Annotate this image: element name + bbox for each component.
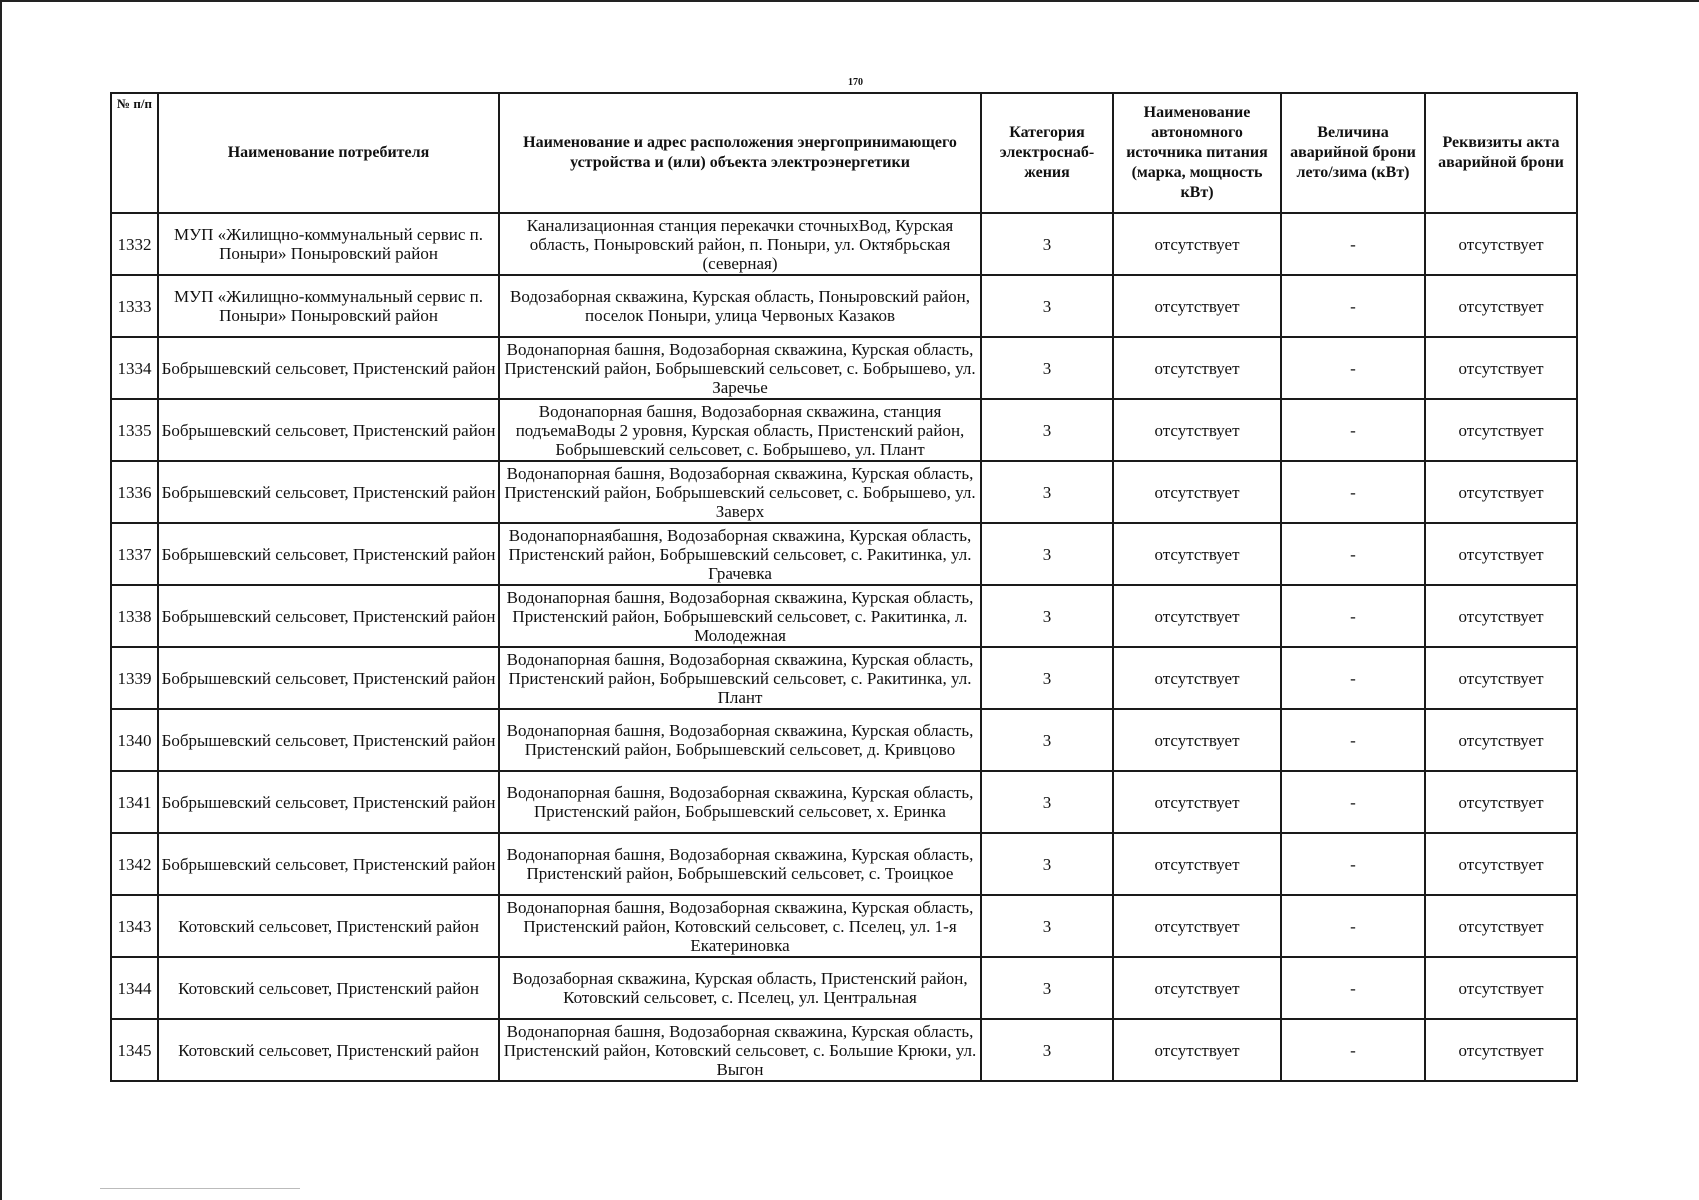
cell-object: Канализационная станция перекачки сточныхВод, Курская область, Поныровский район, п. Поныри, ул. Октябрьская (северная) [499,213,981,275]
cell-object: Водонапорная башня, Водозаборная скважина, станция подъемаВоды 2 уровня, Курская область, Пристенский район, Бобрышевский сельсовет, с. Бобрышево, ул. Плант [499,399,981,461]
cell-reserve-value: - [1281,895,1425,957]
cell-num: 1337 [111,523,158,585]
cell-num: 1332 [111,213,158,275]
cell-autonomous-source: отсутствует [1113,709,1281,771]
cell-reserve-value: - [1281,957,1425,1019]
cell-reserve-value: - [1281,275,1425,337]
cell-autonomous-source: отсутствует [1113,337,1281,399]
table-header-row [111,93,1577,213]
cell-act-details: отсутствует [1425,275,1577,337]
cell-autonomous-source: отсутствует [1113,771,1281,833]
header-autonomous-source: Наименование автономного источника питания (марка, мощность кВт) [1113,93,1281,213]
cell-act-details: отсутствует [1425,1019,1577,1081]
cell-act-details: отсутствует [1425,585,1577,647]
cell-num: 1345 [111,1019,158,1081]
cell-category: 3 [981,895,1113,957]
cell-num: 1341 [111,771,158,833]
table-row [111,709,1577,771]
cell-reserve-value: - [1281,523,1425,585]
cell-reserve-value: - [1281,647,1425,709]
table-row [111,957,1577,1019]
cell-object: Водонапорная башня, Водозаборная скважина, Курская область, Пристенский район, Бобрышевский сельсовет, с. Ракитинка, ул. Плант [499,647,981,709]
cell-act-details: отсутствует [1425,399,1577,461]
scan-footer-line [100,1188,300,1189]
cell-autonomous-source: отсутствует [1113,523,1281,585]
page-number: 170 [848,77,863,88]
cell-category: 3 [981,213,1113,275]
cell-autonomous-source: отсутствует [1113,461,1281,523]
cell-consumer: Котовский сельсовет, Пристенский район [158,1019,499,1081]
table-row [111,523,1577,585]
cell-reserve-value: - [1281,399,1425,461]
cell-num: 1343 [111,895,158,957]
cell-act-details: отсутствует [1425,213,1577,275]
cell-autonomous-source: отсутствует [1113,957,1281,1019]
cell-category: 3 [981,647,1113,709]
cell-act-details: отсутствует [1425,523,1577,585]
cell-category: 3 [981,337,1113,399]
cell-num: 1339 [111,647,158,709]
cell-object: Водонапорная башня, Водозаборная скважина, Курская область, Пристенский район, Бобрышевский сельсовет, с. Бобрышево, ул. Заречье [499,337,981,399]
cell-object: Водонапорная башня, Водозаборная скважина, Курская область, Пристенский район, Бобрышевский сельсовет, х. Еринка [499,771,981,833]
cell-reserve-value: - [1281,709,1425,771]
table-row [111,1019,1577,1081]
cell-consumer: Бобрышевский сельсовет, Пристенский район [158,709,499,771]
table-row [111,461,1577,523]
cell-reserve-value: - [1281,337,1425,399]
table-row [111,399,1577,461]
cell-autonomous-source: отсутствует [1113,213,1281,275]
table-row [111,585,1577,647]
table-body [111,213,1577,1081]
cell-object: Водозаборная скважина, Курская область, Поныровский район, поселок Поныри, улица Червоных Казаков [499,275,981,337]
cell-act-details: отсутствует [1425,461,1577,523]
cell-act-details: отсутствует [1425,771,1577,833]
cell-num: 1333 [111,275,158,337]
header-num: № п/п [111,93,158,213]
cell-autonomous-source: отсутствует [1113,399,1281,461]
cell-object: Водонапорная башня, Водозаборная скважина, Курская область, Пристенский район, Бобрышевский сельсовет, д. Кривцово [499,709,981,771]
cell-act-details: отсутствует [1425,957,1577,1019]
cell-category: 3 [981,1019,1113,1081]
header-consumer: Наименование потребителя [158,93,499,213]
cell-object: Водонапорная башня, Водозаборная скважина, Курская область, Пристенский район, Бобрышевский сельсовет, с. Ракитинка, л. Молодежная [499,585,981,647]
cell-consumer: Бобрышевский сельсовет, Пристенский район [158,399,499,461]
cell-reserve-value: - [1281,1019,1425,1081]
cell-consumer: Котовский сельсовет, Пристенский район [158,895,499,957]
cell-category: 3 [981,771,1113,833]
cell-num: 1338 [111,585,158,647]
cell-object: Водонапорная башня, Водозаборная скважина, Курская область, Пристенский район, Бобрышевский сельсовет, с. Бобрышево, ул. Заверх [499,461,981,523]
cell-num: 1344 [111,957,158,1019]
cell-category: 3 [981,461,1113,523]
cell-autonomous-source: отсутствует [1113,275,1281,337]
cell-reserve-value: - [1281,461,1425,523]
emergency-reserve-table [110,92,1578,1082]
cell-act-details: отсутствует [1425,647,1577,709]
cell-act-details: отсутствует [1425,833,1577,895]
cell-act-details: отсутствует [1425,709,1577,771]
cell-reserve-value: - [1281,213,1425,275]
cell-consumer: МУП «Жилищно-коммунальный сервис п. Поныри» Поныровский район [158,213,499,275]
cell-act-details: отсутствует [1425,895,1577,957]
scan-edge-left [0,0,2,1200]
table-row [111,213,1577,275]
cell-category: 3 [981,709,1113,771]
table-row [111,771,1577,833]
cell-category: 3 [981,523,1113,585]
cell-object: Водонапорнаябашня, Водозаборная скважина, Курская область, Пристенский район, Бобрышевский сельсовет, с. Ракитинка, ул. Грачевка [499,523,981,585]
header-reserve-value: Величина аварийной брони лето/зима (кВт) [1281,93,1425,213]
header-object: Наименование и адрес расположения энергопринимающего устройства и (или) объекта электроэнергетики [499,93,981,213]
cell-object: Водонапорная башня, Водозаборная скважина, Курская область, Пристенский район, Котовский сельсовет, с. Пселец, ул. 1-я Екатериновка [499,895,981,957]
cell-category: 3 [981,585,1113,647]
cell-autonomous-source: отсутствует [1113,895,1281,957]
table-row [111,833,1577,895]
cell-category: 3 [981,833,1113,895]
cell-num: 1335 [111,399,158,461]
cell-consumer: Бобрышевский сельсовет, Пристенский район [158,771,499,833]
scan-edge-top [0,0,1699,2]
cell-consumer: Бобрышевский сельсовет, Пристенский район [158,585,499,647]
cell-autonomous-source: отсутствует [1113,585,1281,647]
cell-consumer: Бобрышевский сельсовет, Пристенский район [158,523,499,585]
cell-category: 3 [981,399,1113,461]
cell-consumer: Котовский сельсовет, Пристенский район [158,957,499,1019]
cell-num: 1334 [111,337,158,399]
cell-num: 1336 [111,461,158,523]
header-category: Категория электроснаб-жения [981,93,1113,213]
cell-object: Водозаборная скважина, Курская область, Пристенский район, Котовский сельсовет, с. Пселец, ул. Центральная [499,957,981,1019]
cell-consumer: Бобрышевский сельсовет, Пристенский район [158,647,499,709]
cell-num: 1342 [111,833,158,895]
cell-autonomous-source: отсутствует [1113,833,1281,895]
table-row [111,647,1577,709]
cell-autonomous-source: отсутствует [1113,1019,1281,1081]
table-row [111,895,1577,957]
cell-consumer: Бобрышевский сельсовет, Пристенский район [158,833,499,895]
cell-consumer: Бобрышевский сельсовет, Пристенский район [158,461,499,523]
cell-category: 3 [981,957,1113,1019]
cell-object: Водонапорная башня, Водозаборная скважина, Курская область, Пристенский район, Бобрышевский сельсовет, с. Троицкое [499,833,981,895]
cell-reserve-value: - [1281,833,1425,895]
cell-act-details: отсутствует [1425,337,1577,399]
cell-reserve-value: - [1281,771,1425,833]
cell-consumer: Бобрышевский сельсовет, Пристенский район [158,337,499,399]
cell-autonomous-source: отсутствует [1113,647,1281,709]
cell-consumer: МУП «Жилищно-коммунальный сервис п. Поныри» Поныровский район [158,275,499,337]
cell-category: 3 [981,275,1113,337]
cell-num: 1340 [111,709,158,771]
table-row [111,337,1577,399]
cell-reserve-value: - [1281,585,1425,647]
cell-object: Водонапорная башня, Водозаборная скважина, Курская область, Пристенский район, Котовский сельсовет, с. Большие Крюки, ул. Выгон [499,1019,981,1081]
header-act-details: Реквизиты акта аварийной брони [1425,93,1577,213]
table-row [111,275,1577,337]
